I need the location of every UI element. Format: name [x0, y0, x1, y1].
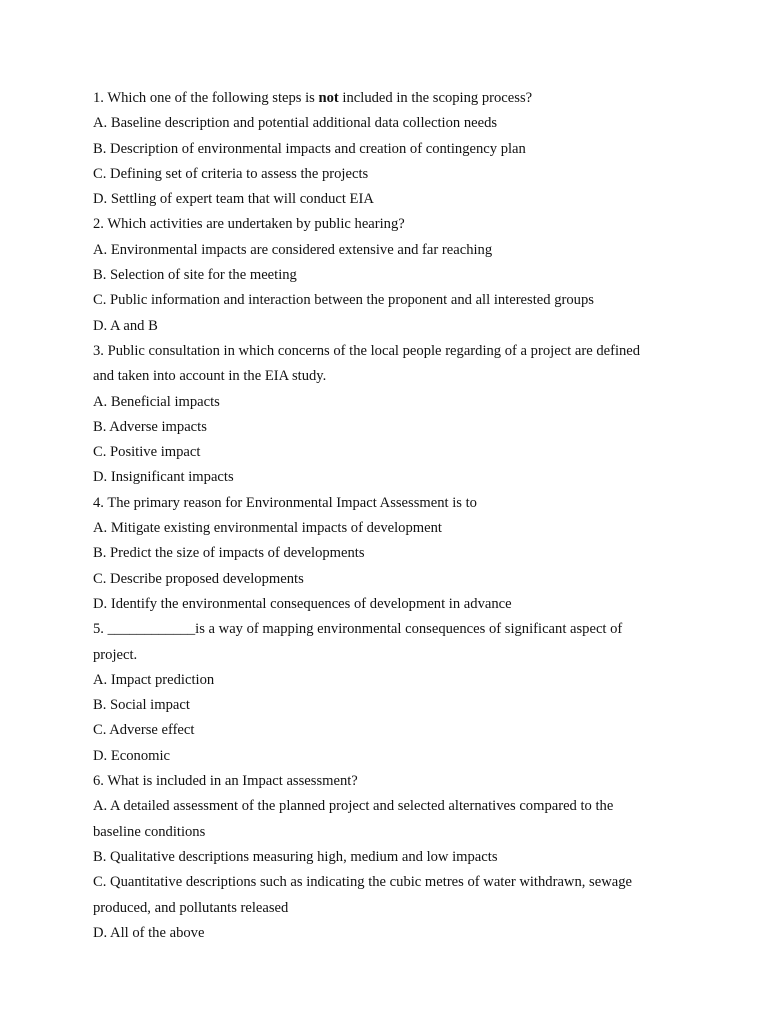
- answer-option: D. Insignificant impacts: [93, 469, 234, 486]
- question-3: [93, 339, 683, 491]
- stem-text: included in the scoping process?: [338, 90, 533, 106]
- answer-option: C. Defining set of criteria to assess the projects: [93, 165, 369, 182]
- answer-option: D. Economic: [93, 747, 171, 764]
- answer-option: D. All of the above: [93, 924, 205, 941]
- question-6: [93, 769, 683, 946]
- answer-option: B. Adverse impacts: [93, 418, 207, 435]
- question-stem: 2. Which activities are undertaken by public hearing?: [93, 216, 405, 233]
- stem-text: 1. Which one of the following steps is: [93, 90, 319, 106]
- answer-option: D. A and B: [93, 317, 158, 334]
- answer-option: C. Public information and interaction between the proponent and all interested groups: [93, 292, 594, 309]
- question-4: [93, 491, 683, 617]
- document-page: [93, 86, 683, 946]
- answer-option: A. Beneficial impacts: [93, 393, 220, 410]
- answer-option: B. Description of environmental impacts and creation of contingency plan: [93, 140, 526, 157]
- answer-option: A. Environmental impacts are considered extensive and far reaching: [93, 241, 493, 258]
- answer-option-continuation: baseline conditions: [93, 823, 206, 840]
- question-2: [93, 212, 683, 338]
- answer-option: C. Positive impact: [93, 444, 201, 461]
- answer-option: B. Selection of site for the meeting: [93, 267, 297, 284]
- answer-option: A. Mitigate existing environmental impacts of development: [93, 520, 442, 537]
- answer-option: A. Impact prediction: [93, 671, 215, 688]
- answer-option: A. A detailed assessment of the planned project and selected alternatives compared to the: [93, 798, 614, 815]
- question-stem: [93, 86, 683, 111]
- question-5: [93, 617, 683, 769]
- question-stem: project.: [93, 646, 138, 663]
- answer-option: C. Describe proposed developments: [93, 570, 304, 587]
- answer-option: D. Settling of expert team that will conduct EIA: [93, 191, 374, 208]
- question-stem: 4. The primary reason for Environmental Impact Assessment is to: [93, 494, 477, 511]
- answer-option: B. Qualitative descriptions measuring high, medium and low impacts: [93, 848, 498, 865]
- answer-option: A. Baseline description and potential additional data collection needs: [93, 115, 498, 132]
- answer-option: C. Quantitative descriptions such as indicating the cubic metres of water withdrawn, sewage: [93, 874, 632, 891]
- question-stem: and taken into account in the EIA study.: [93, 368, 327, 385]
- answer-option: C. Adverse effect: [93, 722, 195, 739]
- question-1: [93, 86, 683, 212]
- question-stem: 3. Public consultation in which concerns of the local people regarding of a project are defined: [93, 342, 641, 359]
- answer-option: D. Identify the environmental consequences of development in advance: [93, 595, 512, 612]
- answer-option: B. Social impact: [93, 697, 190, 714]
- stem-emphasis: not: [318, 90, 339, 106]
- question-stem: 6. What is included in an Impact assessment?: [93, 773, 358, 790]
- question-stem: 5. ____________is a way of mapping environmental consequences of significant aspect of: [93, 621, 623, 638]
- answer-option: B. Predict the size of impacts of developments: [93, 545, 365, 562]
- answer-option-continuation: produced, and pollutants released: [93, 899, 289, 916]
